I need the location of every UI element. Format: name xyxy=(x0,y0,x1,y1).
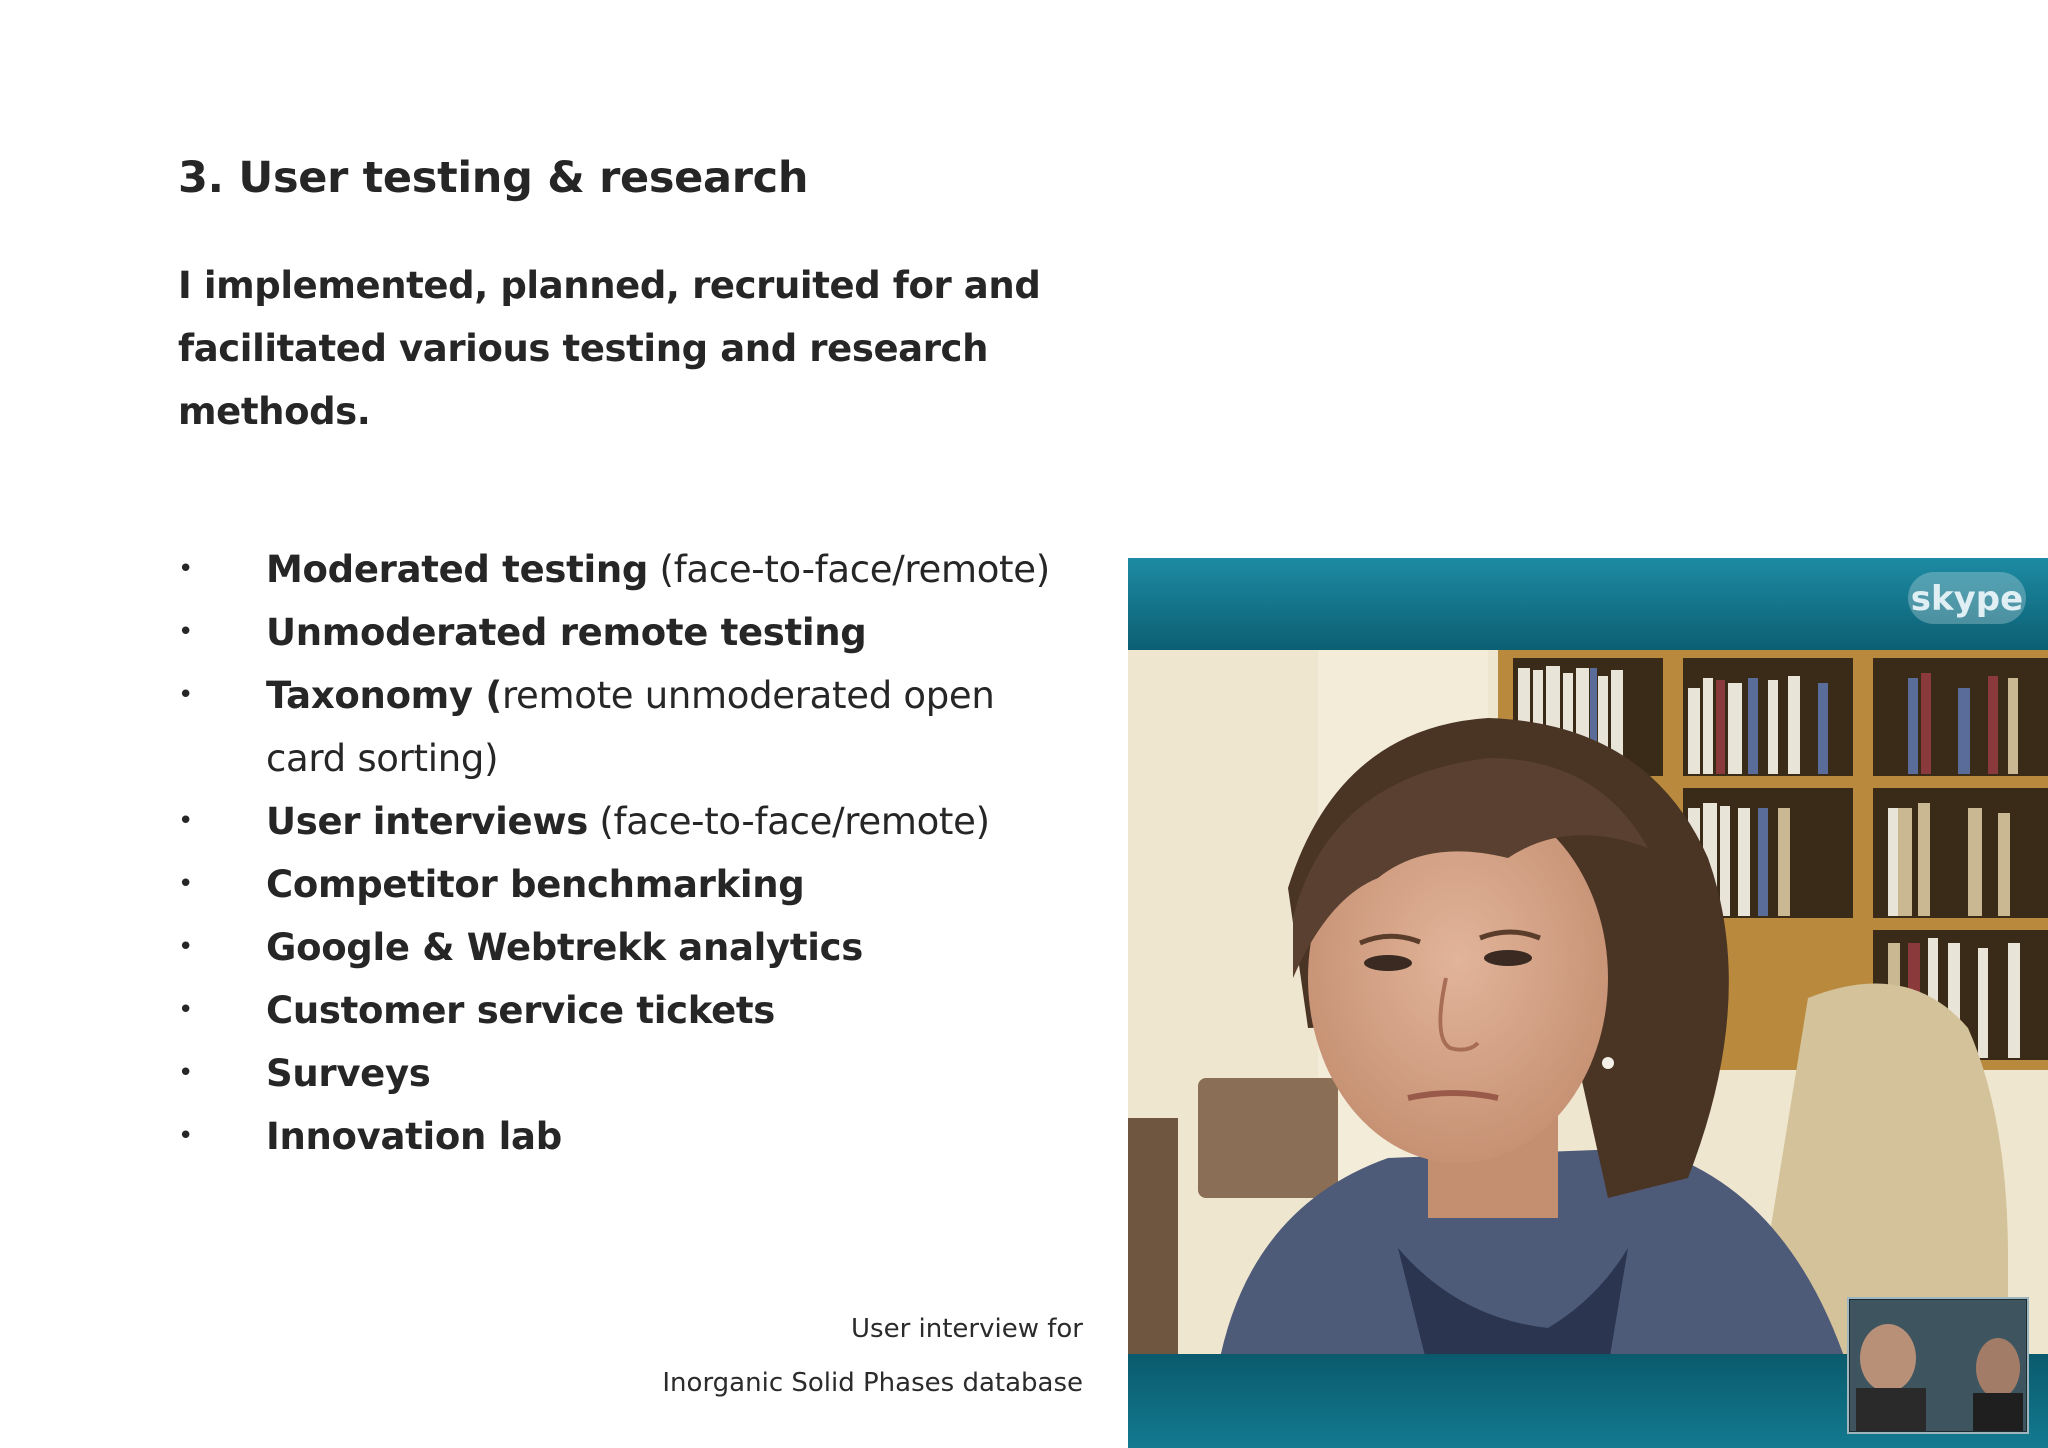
caption-line: User interview for xyxy=(851,1314,1083,1344)
bullet-icon: • xyxy=(178,617,194,647)
bullet-icon: • xyxy=(178,1121,194,1151)
method-detail: remote unmoderated open card sorting) xyxy=(266,674,995,780)
bullet-icon: • xyxy=(178,554,194,584)
intro-text: I implemented, planned, recruited for and facilitated various testing and research methods. xyxy=(178,264,1041,433)
video-call-illustration xyxy=(1128,558,2048,1448)
methods-list xyxy=(178,538,1078,1168)
photo-caption xyxy=(662,1302,1083,1410)
method-detail: (face-to-face/remote) xyxy=(587,800,990,843)
list-item xyxy=(178,1105,1078,1168)
list-item xyxy=(178,538,1078,601)
skype-logo-text: skype xyxy=(1910,579,2024,619)
bullet-icon: • xyxy=(178,680,194,710)
video-call-photo xyxy=(1128,558,2048,1448)
method-name: Competitor benchmarking xyxy=(266,863,805,906)
self-view-thumbnail xyxy=(1848,1298,2028,1433)
bullet-icon: • xyxy=(178,932,194,962)
list-item xyxy=(178,790,1078,853)
method-name: Taxonomy ( xyxy=(266,674,502,717)
method-name: User interviews xyxy=(266,800,588,843)
method-detail: (face-to-face/remote) xyxy=(648,548,1050,591)
list-item xyxy=(178,979,1078,1042)
list-item xyxy=(178,853,1078,916)
list-item xyxy=(178,664,1078,790)
method-name: Surveys xyxy=(266,1052,431,1095)
method-name: Google & Webtrekk analytics xyxy=(266,926,863,969)
method-name: Moderated testing xyxy=(266,548,649,591)
bullet-icon: • xyxy=(178,995,194,1025)
bullet-icon: • xyxy=(178,806,194,836)
caption-line: Inorganic Solid Phases database xyxy=(662,1368,1083,1398)
bullet-icon: • xyxy=(178,1058,194,1088)
method-name: Customer service tickets xyxy=(266,989,775,1032)
method-name: Innovation lab xyxy=(266,1115,562,1158)
method-name: Unmoderated remote testing xyxy=(266,611,867,654)
list-item xyxy=(178,916,1078,979)
list-item xyxy=(178,601,1078,664)
section-heading: 3. User testing & research xyxy=(178,153,809,203)
list-item xyxy=(178,1042,1078,1105)
skype-logo xyxy=(1908,572,2026,624)
bullet-icon: • xyxy=(178,869,194,899)
